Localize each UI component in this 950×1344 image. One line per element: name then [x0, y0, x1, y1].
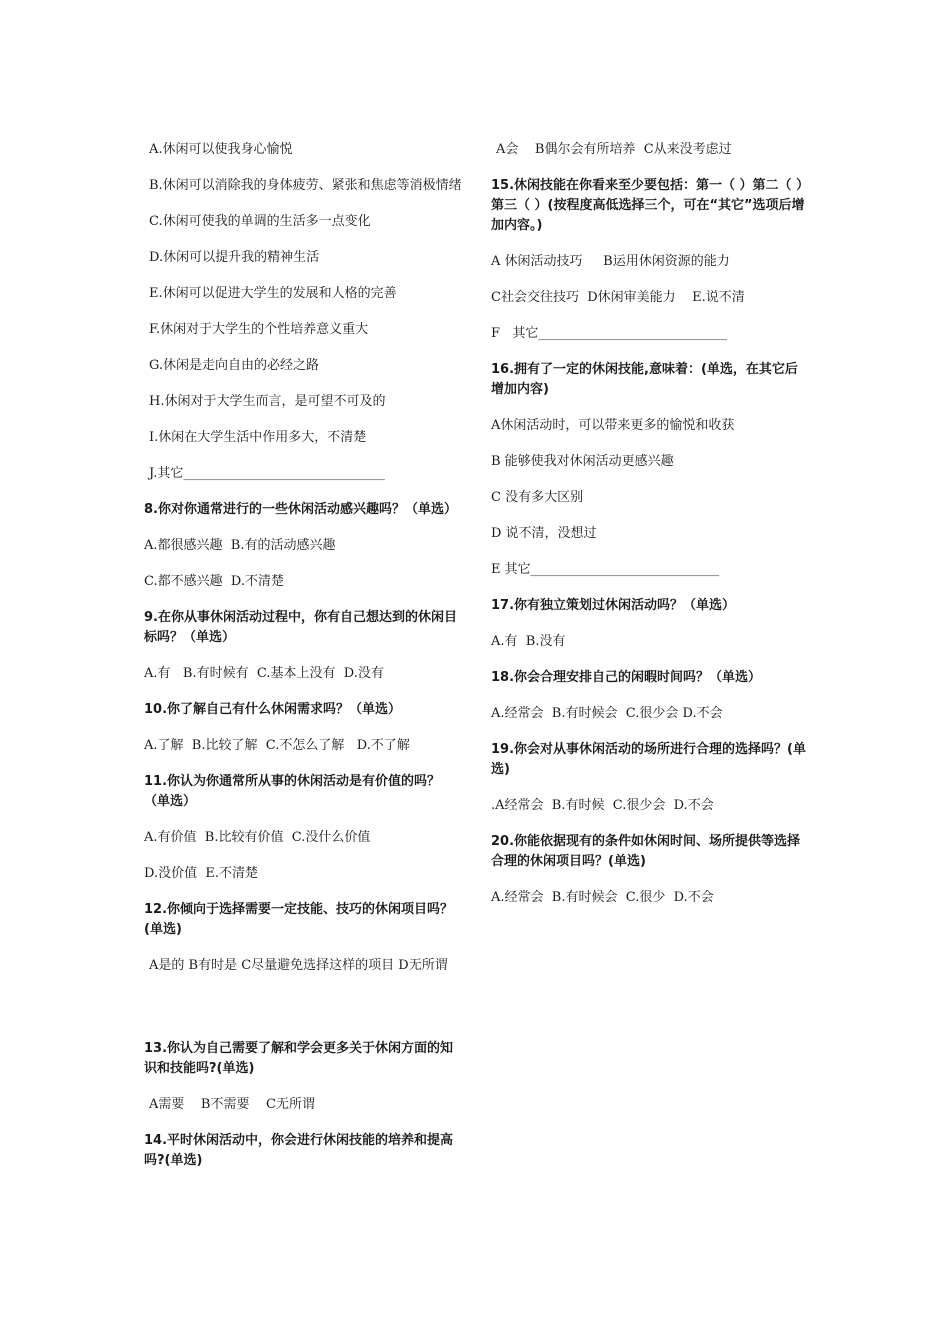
- q7-option-j: J.其它_______________________________: [149, 466, 385, 481]
- q17-options: A.有 B.没有: [491, 634, 566, 649]
- q7-option-a: A.休闲可以使我身心愉悦: [149, 142, 293, 157]
- right-column: [491, 127, 809, 924]
- q13-options: A需要 B不需要 C无所谓: [149, 1097, 315, 1112]
- q8-options-1: A.都很感兴趣 B.有的活动感兴趣: [144, 538, 336, 553]
- q11-options-1: A.有价值 B.比较有价值 C.没什么价值: [144, 830, 371, 845]
- question-15: 15.休闲技能在你看来至少要包括：第一（ ）第二（ ）第三（ ）(按程度高低选择三个，可在“其它”选项后增加内容。): [491, 178, 805, 233]
- q10-options: A.了解 B.比较了解 C.不怎么了解 D.不了解: [144, 738, 410, 753]
- q7-option-h: H.休闲对于大学生而言，是可望不可及的: [149, 394, 386, 409]
- q16-option-d: D 说不清，没想过: [491, 526, 597, 541]
- q12-options: A是的 B有时是 C尽量避免选择这样的项目 D无所谓: [149, 958, 448, 973]
- question-14: 14.平时休闲活动中，你会进行休闲技能的培养和提高吗?(单选): [144, 1133, 454, 1168]
- q16-option-b: B 能够使我对休闲活动更感兴趣: [491, 454, 674, 469]
- q15-options-3: F 其它_____________________________: [491, 326, 727, 341]
- q20-options: A.经常会 B.有时候会 C.很少 D.不会: [491, 890, 714, 905]
- question-12: 12.你倾向于选择需要一定技能、技巧的休闲项目吗？(单选): [144, 902, 454, 937]
- q16-option-c: C 没有多大区别: [491, 490, 584, 505]
- q7-option-i: I.休闲在大学生活中作用多大，不清楚: [149, 430, 367, 445]
- q7-option-e: E.休闲可以促进大学生的发展和人格的完善: [149, 286, 397, 301]
- q7-option-c: C.休闲可使我的单调的生活多一点变化: [149, 214, 371, 229]
- left-column: [144, 127, 462, 1187]
- q9-options: A.有 B.有时候有 C.基本上没有 D.没有: [144, 666, 384, 681]
- question-13: 13.你认为自己需要了解和学会更多关于休闲方面的知识和技能吗?(单选): [144, 1041, 454, 1076]
- q15-options-2: C社会交往技巧 D休闲审美能力 E.说不清: [491, 290, 745, 305]
- question-16: 16.拥有了一定的休闲技能,意味着：(单选，在其它后增加内容): [491, 362, 798, 397]
- question-17: 17.你有独立策划过休闲活动吗？（单选）: [491, 598, 736, 613]
- spacer: [144, 992, 462, 1026]
- question-18: 18.你会合理安排自己的闲暇时间吗？（单选）: [491, 670, 762, 685]
- q19-options: .A经常会 B.有时候 C.很少会 D.不会: [491, 798, 714, 813]
- q14-options: A会 B偶尔会有所培养 C从来没考虑过: [496, 142, 732, 157]
- question-10: 10.你了解自己有什么休闲需求吗？（单选）: [144, 702, 402, 717]
- q7-option-f: F.休闲对于大学生的个性培养意义重大: [149, 322, 369, 337]
- question-19: 19.你会对从事休闲活动的场所进行合理的选择吗？(单选): [491, 742, 806, 777]
- question-8: 8.你对你通常进行的一些休闲活动感兴趣吗？（单选）: [144, 502, 457, 517]
- question-9: 9.在你从事休闲活动过程中，你有自己想达到的休闲目标吗？（单选）: [144, 610, 457, 645]
- question-20: 20.你能依据现有的条件如休闲时间、场所提供等选择合理的休闲项目吗？(单选): [491, 834, 801, 869]
- q7-option-d: D.休闲可以提升我的精神生活: [149, 250, 320, 265]
- q15-options-1: A 休闲活动技巧 B运用休闲资源的能力: [491, 254, 730, 269]
- q8-options-2: C.都不感兴趣 D.不清楚: [144, 574, 284, 589]
- question-11: 11.你认为你通常所从事的休闲活动是有价值的吗？（单选）: [144, 774, 441, 809]
- q11-options-2: D.没价值 E.不清楚: [144, 866, 258, 881]
- q18-options: A.经常会 B.有时候会 C.很少会 D.不会: [491, 706, 723, 721]
- q16-option-a: A休闲活动时，可以带来更多的愉悦和收获: [491, 418, 735, 433]
- q7-option-b: B.休闲可以消除我的身体疲劳、紧张和焦虑等消极情绪: [149, 178, 462, 193]
- q7-option-g: G.休闲是走向自由的必经之路: [149, 358, 320, 373]
- q16-option-e: E 其它_____________________________: [491, 562, 720, 577]
